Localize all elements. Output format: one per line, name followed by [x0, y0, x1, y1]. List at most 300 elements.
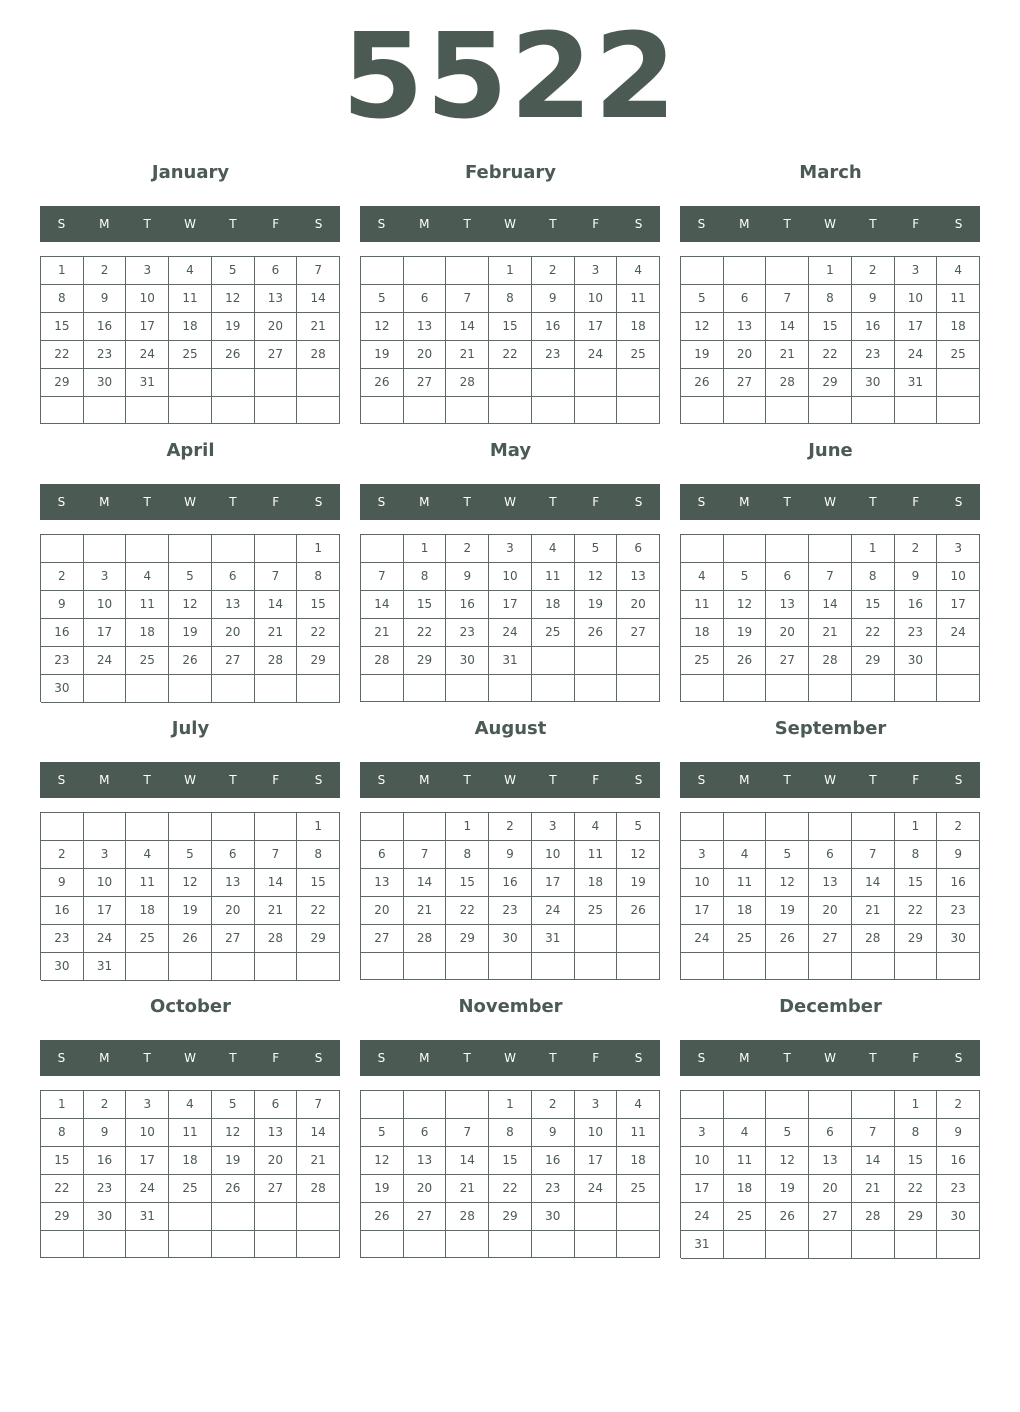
day-cell: 8 [852, 563, 895, 591]
day-cell: 19 [681, 341, 724, 369]
month-name: November [458, 996, 563, 1017]
day-cell: 29 [41, 369, 84, 397]
weekday-label: F [592, 495, 600, 509]
empty-cell [724, 953, 767, 980]
day-cell: 18 [681, 619, 724, 647]
day-cell: 20 [617, 591, 660, 619]
day-cell: 28 [404, 925, 447, 953]
day-cell: 4 [169, 1091, 212, 1119]
day-cell: 10 [575, 1119, 618, 1147]
day-cell: 16 [41, 619, 84, 647]
empty-cell [489, 1231, 532, 1258]
empty-cell [575, 1231, 618, 1258]
day-cell: 29 [895, 925, 938, 953]
day-cell: 17 [84, 897, 127, 925]
day-cell: 26 [361, 369, 404, 397]
day-cell: 31 [532, 925, 575, 953]
day-cell: 11 [169, 285, 212, 313]
day-cell: 22 [297, 897, 340, 925]
empty-cell [41, 397, 84, 424]
weekday-header [680, 762, 980, 798]
empty-cell [297, 675, 340, 703]
day-cell: 10 [937, 563, 980, 591]
day-cell: 26 [617, 897, 660, 925]
day-cell: 18 [169, 313, 212, 341]
day-cell: 29 [895, 1203, 938, 1231]
weekday-label: S [954, 217, 963, 231]
day-cell: 9 [532, 285, 575, 313]
day-cell: 3 [126, 257, 169, 285]
empty-cell [297, 1203, 340, 1231]
day-cell: 9 [937, 1119, 980, 1147]
day-cell: 29 [297, 647, 340, 675]
day-cell: 7 [446, 1119, 489, 1147]
day-cell: 16 [446, 591, 489, 619]
day-cell: 21 [766, 341, 809, 369]
empty-cell [809, 675, 852, 702]
day-cell: 22 [809, 341, 852, 369]
empty-cell [446, 953, 489, 980]
day-cell: 17 [681, 1175, 724, 1203]
weekday-label: T [783, 217, 791, 231]
day-cell: 15 [41, 313, 84, 341]
weekday-label: T [229, 1051, 237, 1065]
day-grid [360, 812, 660, 980]
day-cell: 24 [895, 341, 938, 369]
day-cell: 8 [895, 1119, 938, 1147]
day-cell: 23 [937, 1175, 980, 1203]
day-cell: 23 [895, 619, 938, 647]
day-cell: 7 [446, 285, 489, 313]
empty-cell [255, 369, 298, 397]
day-cell: 2 [84, 257, 127, 285]
day-cell: 30 [41, 675, 84, 703]
empty-cell [766, 397, 809, 424]
day-cell: 26 [212, 341, 255, 369]
weekday-label: M [419, 217, 430, 231]
weekday-header [680, 206, 980, 242]
day-cell: 3 [532, 813, 575, 841]
empty-cell [446, 1231, 489, 1258]
weekday-label: M [99, 1051, 110, 1065]
day-cell: 23 [937, 897, 980, 925]
day-cell: 23 [84, 1175, 127, 1203]
day-cell: 17 [575, 313, 618, 341]
day-cell: 26 [766, 925, 809, 953]
day-cell: 6 [255, 257, 298, 285]
day-cell: 5 [766, 841, 809, 869]
day-cell: 3 [575, 1091, 618, 1119]
weekday-label: T [549, 217, 557, 231]
empty-cell [724, 397, 767, 424]
day-cell: 22 [404, 619, 447, 647]
empty-cell [126, 397, 169, 424]
month-name: September [774, 718, 887, 739]
day-cell: 5 [212, 257, 255, 285]
weekday-label: W [504, 1051, 516, 1065]
day-cell: 27 [212, 647, 255, 675]
empty-cell [724, 1231, 767, 1259]
empty-cell [212, 397, 255, 424]
weekday-label: S [57, 1051, 66, 1065]
empty-cell [532, 953, 575, 980]
day-cell: 12 [681, 313, 724, 341]
day-cell: 7 [255, 563, 298, 591]
empty-cell [212, 535, 255, 563]
day-cell: 10 [575, 285, 618, 313]
day-cell: 25 [169, 341, 212, 369]
weekday-label: S [57, 773, 66, 787]
weekday-label: S [697, 495, 706, 509]
day-cell: 27 [404, 369, 447, 397]
weekday-label: S [634, 1051, 643, 1065]
day-cell: 20 [212, 619, 255, 647]
day-cell: 18 [724, 897, 767, 925]
day-cell: 6 [404, 1119, 447, 1147]
empty-cell [361, 397, 404, 424]
weekday-label: W [184, 495, 196, 509]
weekday-label: S [697, 217, 706, 231]
month-name: October [150, 996, 231, 1017]
day-cell: 25 [126, 925, 169, 953]
day-cell: 24 [681, 925, 724, 953]
day-grid [40, 534, 340, 702]
day-grid [40, 812, 340, 980]
day-cell: 21 [446, 341, 489, 369]
empty-cell [169, 813, 212, 841]
day-cell: 10 [126, 285, 169, 313]
weekday-label: T [783, 1051, 791, 1065]
weekday-label: T [549, 1051, 557, 1065]
day-cell: 30 [84, 369, 127, 397]
empty-cell [169, 675, 212, 703]
day-cell: 20 [809, 897, 852, 925]
empty-cell [532, 647, 575, 675]
day-grid [40, 256, 340, 424]
empty-cell [404, 1091, 447, 1119]
day-cell: 5 [361, 1119, 404, 1147]
weekday-label: S [57, 495, 66, 509]
day-cell: 19 [766, 1175, 809, 1203]
empty-cell [852, 675, 895, 702]
day-cell: 7 [809, 563, 852, 591]
day-cell: 18 [575, 869, 618, 897]
day-cell: 28 [361, 647, 404, 675]
weekday-label: T [143, 495, 151, 509]
day-cell: 25 [575, 897, 618, 925]
day-cell: 31 [126, 369, 169, 397]
month-name: February [464, 162, 557, 183]
day-cell: 27 [361, 925, 404, 953]
day-cell: 29 [297, 925, 340, 953]
weekday-label: F [272, 1051, 280, 1065]
day-cell: 4 [724, 841, 767, 869]
empty-cell [681, 397, 724, 424]
empty-cell [212, 369, 255, 397]
month-name: July [171, 718, 210, 739]
day-cell: 24 [84, 647, 127, 675]
day-cell: 22 [895, 1175, 938, 1203]
day-cell: 5 [169, 841, 212, 869]
empty-cell [489, 397, 532, 424]
day-cell: 14 [766, 313, 809, 341]
weekday-header [680, 484, 980, 520]
day-cell: 21 [255, 619, 298, 647]
empty-cell [169, 1231, 212, 1258]
day-cell: 3 [681, 841, 724, 869]
day-cell: 25 [169, 1175, 212, 1203]
day-cell: 21 [852, 1175, 895, 1203]
day-cell: 21 [297, 313, 340, 341]
weekday-header [360, 206, 660, 242]
day-cell: 14 [255, 869, 298, 897]
empty-cell [255, 1231, 298, 1258]
month-name: April [166, 440, 215, 461]
weekday-header [360, 1040, 660, 1076]
day-cell: 11 [126, 869, 169, 897]
day-cell: 2 [446, 535, 489, 563]
weekday-label: W [504, 495, 516, 509]
day-cell: 13 [809, 869, 852, 897]
empty-cell [126, 953, 169, 981]
day-cell: 25 [617, 1175, 660, 1203]
weekday-label: W [504, 217, 516, 231]
empty-cell [724, 257, 767, 285]
day-cell: 6 [809, 841, 852, 869]
day-cell: 20 [212, 897, 255, 925]
empty-cell [681, 535, 724, 563]
day-cell: 11 [617, 1119, 660, 1147]
day-cell: 8 [489, 1119, 532, 1147]
day-cell: 8 [404, 563, 447, 591]
day-cell: 29 [809, 369, 852, 397]
empty-cell [169, 535, 212, 563]
day-cell: 12 [361, 1147, 404, 1175]
day-cell: 22 [852, 619, 895, 647]
day-cell: 31 [489, 647, 532, 675]
weekday-label: T [869, 495, 877, 509]
day-cell: 21 [809, 619, 852, 647]
empty-cell [766, 675, 809, 702]
weekday-label: S [314, 495, 323, 509]
weekday-label: T [463, 495, 471, 509]
day-cell: 15 [809, 313, 852, 341]
day-cell: 28 [255, 925, 298, 953]
day-grid [680, 1090, 980, 1258]
day-cell: 3 [126, 1091, 169, 1119]
empty-cell [255, 953, 298, 981]
weekday-label: F [272, 217, 280, 231]
empty-cell [126, 675, 169, 703]
weekday-label: F [592, 217, 600, 231]
day-cell: 27 [617, 619, 660, 647]
empty-cell [895, 953, 938, 980]
weekday-label: S [314, 217, 323, 231]
empty-cell [724, 1091, 767, 1119]
day-cell: 23 [489, 897, 532, 925]
weekday-label: T [143, 1051, 151, 1065]
day-cell: 8 [895, 841, 938, 869]
empty-cell [681, 813, 724, 841]
day-cell: 24 [126, 1175, 169, 1203]
day-cell: 3 [681, 1119, 724, 1147]
empty-cell [126, 1231, 169, 1258]
day-cell: 31 [895, 369, 938, 397]
day-cell: 22 [297, 619, 340, 647]
day-cell: 6 [404, 285, 447, 313]
empty-cell [681, 953, 724, 980]
weekday-label: M [419, 1051, 430, 1065]
day-cell: 17 [532, 869, 575, 897]
empty-cell [84, 813, 127, 841]
day-cell: 5 [617, 813, 660, 841]
day-cell: 1 [41, 257, 84, 285]
day-cell: 11 [575, 841, 618, 869]
day-cell: 17 [937, 591, 980, 619]
day-cell: 2 [895, 535, 938, 563]
day-cell: 27 [255, 341, 298, 369]
day-cell: 9 [84, 285, 127, 313]
empty-cell [489, 953, 532, 980]
empty-cell [41, 1231, 84, 1258]
day-cell: 12 [212, 285, 255, 313]
empty-cell [766, 1231, 809, 1259]
month-name: June [808, 440, 853, 461]
day-cell: 16 [852, 313, 895, 341]
day-cell: 14 [361, 591, 404, 619]
day-cell: 13 [212, 591, 255, 619]
day-cell: 21 [255, 897, 298, 925]
day-cell: 29 [404, 647, 447, 675]
day-cell: 23 [852, 341, 895, 369]
empty-cell [41, 535, 84, 563]
weekday-label: T [229, 773, 237, 787]
day-cell: 18 [724, 1175, 767, 1203]
day-cell: 26 [169, 647, 212, 675]
day-grid [360, 256, 660, 424]
weekday-label: W [824, 217, 836, 231]
weekday-label: T [143, 217, 151, 231]
empty-cell [255, 813, 298, 841]
day-cell: 6 [255, 1091, 298, 1119]
day-cell: 9 [41, 869, 84, 897]
month-name: January [151, 162, 230, 183]
weekday-label: S [697, 773, 706, 787]
day-cell: 4 [617, 1091, 660, 1119]
day-cell: 2 [852, 257, 895, 285]
day-cell: 1 [404, 535, 447, 563]
empty-cell [404, 675, 447, 702]
weekday-label: F [912, 1051, 920, 1065]
day-cell: 28 [446, 1203, 489, 1231]
day-cell: 21 [446, 1175, 489, 1203]
day-cell: 4 [937, 257, 980, 285]
empty-cell [361, 675, 404, 702]
day-cell: 1 [446, 813, 489, 841]
day-cell: 29 [489, 1203, 532, 1231]
day-cell: 6 [766, 563, 809, 591]
empty-cell [575, 925, 618, 953]
day-cell: 16 [41, 897, 84, 925]
empty-cell [895, 1231, 938, 1259]
day-cell: 27 [404, 1203, 447, 1231]
weekday-label: M [419, 773, 430, 787]
day-cell: 14 [446, 1147, 489, 1175]
weekday-label: W [504, 773, 516, 787]
weekday-label: M [739, 773, 750, 787]
day-cell: 12 [724, 591, 767, 619]
empty-cell [361, 1231, 404, 1258]
day-cell: 28 [852, 1203, 895, 1231]
day-cell: 15 [895, 869, 938, 897]
weekday-label: F [272, 495, 280, 509]
empty-cell [617, 369, 660, 397]
day-cell: 2 [41, 563, 84, 591]
day-cell: 7 [361, 563, 404, 591]
day-cell: 10 [681, 1147, 724, 1175]
day-cell: 1 [809, 257, 852, 285]
empty-cell [446, 257, 489, 285]
day-cell: 17 [681, 897, 724, 925]
day-cell: 13 [404, 313, 447, 341]
empty-cell [489, 369, 532, 397]
day-cell: 19 [724, 619, 767, 647]
empty-cell [212, 953, 255, 981]
day-cell: 24 [575, 341, 618, 369]
day-cell: 23 [41, 647, 84, 675]
weekday-label: S [377, 1051, 386, 1065]
day-cell: 13 [809, 1147, 852, 1175]
weekday-label: S [634, 217, 643, 231]
weekday-label: S [314, 1051, 323, 1065]
empty-cell [255, 1203, 298, 1231]
empty-cell [852, 1231, 895, 1259]
day-cell: 12 [169, 869, 212, 897]
day-cell: 11 [617, 285, 660, 313]
day-cell: 20 [404, 1175, 447, 1203]
day-cell: 14 [404, 869, 447, 897]
weekday-label: W [184, 217, 196, 231]
day-cell: 23 [532, 341, 575, 369]
day-cell: 2 [41, 841, 84, 869]
day-cell: 7 [766, 285, 809, 313]
day-cell: 7 [852, 1119, 895, 1147]
day-cell: 27 [255, 1175, 298, 1203]
weekday-label: M [739, 1051, 750, 1065]
day-cell: 12 [617, 841, 660, 869]
weekday-header [360, 484, 660, 520]
weekday-label: M [99, 773, 110, 787]
day-cell: 2 [489, 813, 532, 841]
day-cell: 16 [532, 1147, 575, 1175]
empty-cell [937, 675, 980, 702]
weekday-label: F [912, 773, 920, 787]
day-cell: 11 [937, 285, 980, 313]
day-cell: 21 [852, 897, 895, 925]
day-cell: 31 [126, 1203, 169, 1231]
empty-cell [937, 397, 980, 424]
weekday-label: W [184, 773, 196, 787]
empty-cell [809, 813, 852, 841]
day-cell: 18 [126, 619, 169, 647]
day-cell: 2 [532, 257, 575, 285]
day-grid [360, 1090, 660, 1258]
day-cell: 18 [532, 591, 575, 619]
day-cell: 9 [532, 1119, 575, 1147]
day-cell: 8 [41, 285, 84, 313]
day-cell: 24 [681, 1203, 724, 1231]
day-cell: 24 [937, 619, 980, 647]
